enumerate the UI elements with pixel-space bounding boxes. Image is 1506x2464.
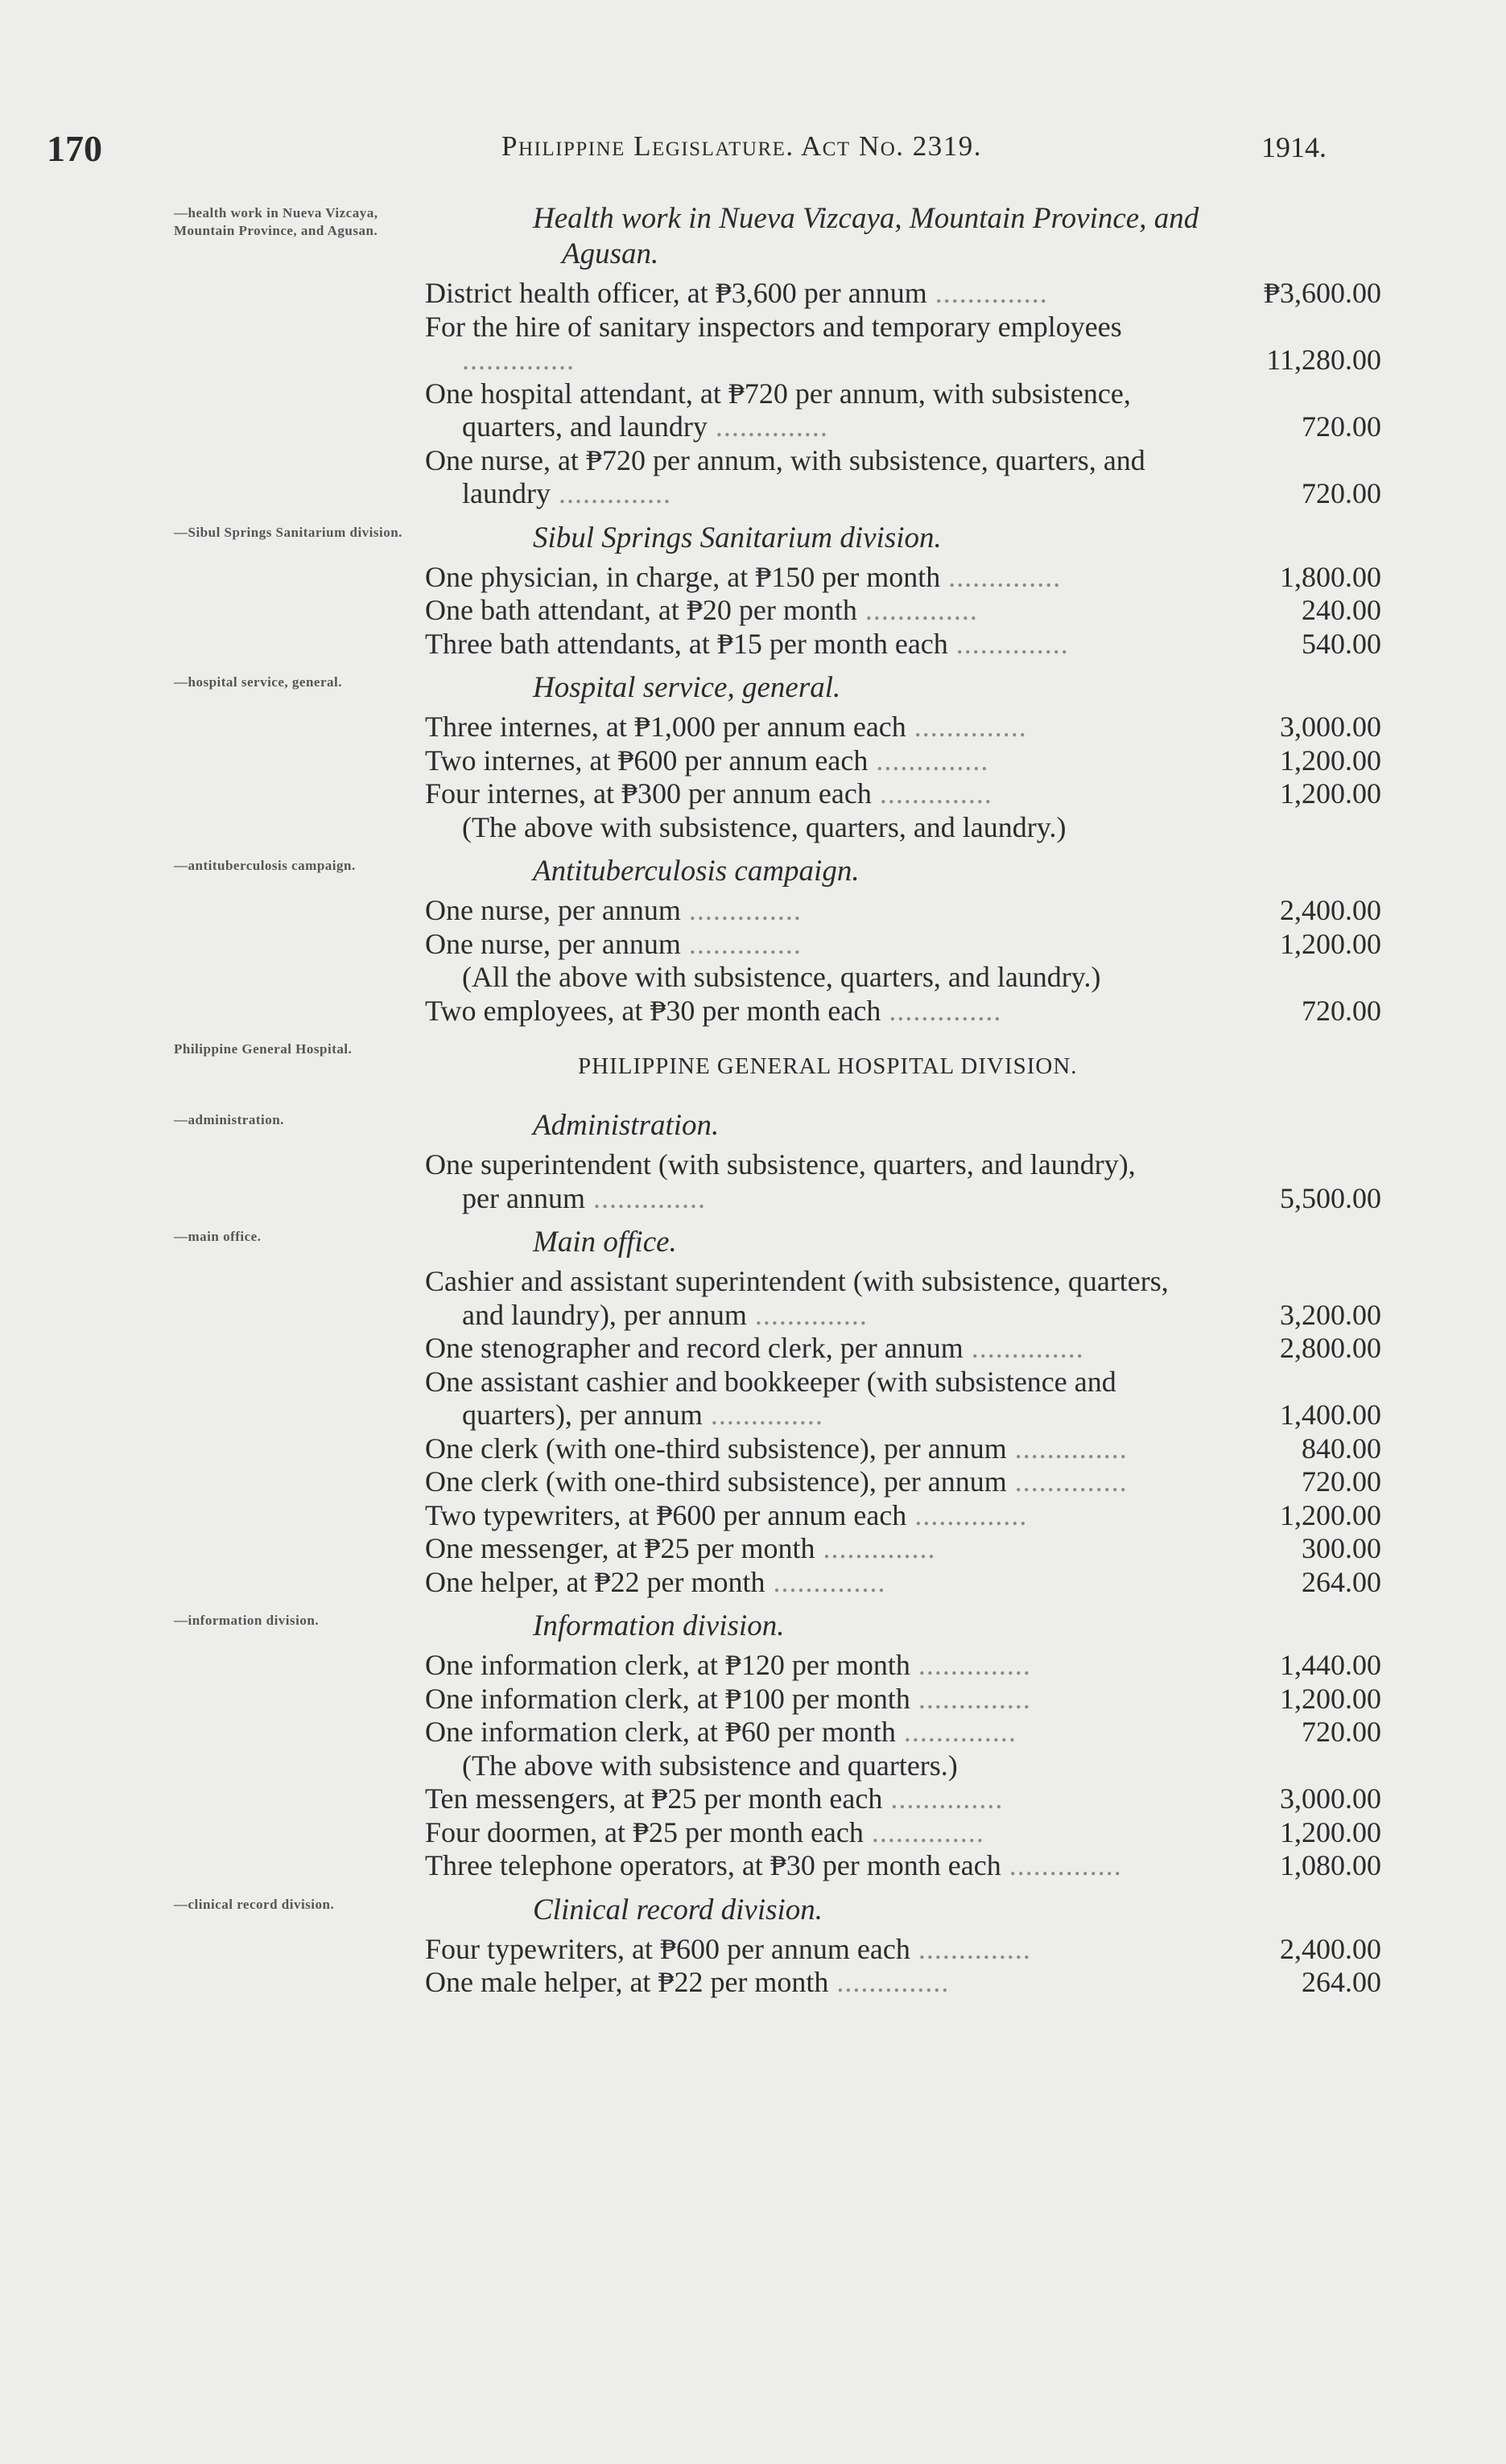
item-amount: 3,000.00 <box>1280 1782 1381 1815</box>
item-description <box>425 1532 1178 1566</box>
margin-note: —clinical record division. <box>174 1896 335 1912</box>
leader-dots: .............. <box>550 477 671 509</box>
line-item <box>174 1782 1381 1816</box>
item-description <box>425 1683 1178 1716</box>
parenthetical-note: (The above with subsistence, quarters, and laundry.) <box>462 810 1067 843</box>
item-text: Two typewriters, at ₱600 per annum each <box>425 1498 907 1531</box>
budget-section <box>174 1037 1381 1108</box>
item-text: Two employees, at ₱30 per month each <box>425 994 881 1027</box>
margin-note: —Sibul Springs Sanitarium division. <box>174 524 402 540</box>
leader-dots: .............. <box>926 277 1048 309</box>
line-item <box>174 1499 1381 1533</box>
item-amount: 1,440.00 <box>1280 1649 1381 1681</box>
item-amount: 3,200.00 <box>1280 1298 1381 1331</box>
line-item <box>174 1966 1381 2000</box>
leader-dots: .............. <box>584 1181 706 1214</box>
line-item <box>174 1849 1381 1883</box>
item-amount: 264.00 <box>1302 1966 1381 1998</box>
item-description <box>425 995 1178 1028</box>
item-description <box>425 1966 1178 2000</box>
section-heading: Information division. <box>533 1609 785 1642</box>
item-description <box>425 1716 1178 1749</box>
line-item <box>174 1933 1381 1967</box>
item-text: One assistant cashier and bookkeeper (with subsistence and quarters), per annum <box>425 1365 1116 1431</box>
section-heading: Sibul Springs Sanitarium division. <box>533 521 942 554</box>
budget-section <box>174 1609 1381 1893</box>
line-item <box>174 894 1381 928</box>
page-number: 170 <box>47 128 102 169</box>
item-description <box>425 277 1178 311</box>
budget-section <box>174 1893 1381 2009</box>
budget-section <box>174 1225 1381 1609</box>
item-text: One physician, in charge, at ₱150 per month <box>425 560 941 593</box>
item-amount: 1,400.00 <box>1280 1399 1381 1431</box>
section-heading: Health work in Nueva Vizcaya, Mountain Province, and Agusan. <box>533 202 1199 270</box>
running-header <box>47 127 1327 175</box>
item-text: District health officer, at ₱3,600 per annum <box>425 277 927 309</box>
item-amount: 2,400.00 <box>1280 894 1381 926</box>
margin-note: —hospital service, general. <box>174 674 342 690</box>
item-amount: 2,800.00 <box>1280 1332 1381 1364</box>
leader-dots: .............. <box>868 744 989 777</box>
item-description <box>425 1148 1178 1215</box>
spacer <box>174 661 1381 670</box>
item-amount: 720.00 <box>1302 1465 1381 1498</box>
line-item <box>174 1265 1381 1332</box>
item-text: For the hire of sanitary inspectors and temporary employees <box>425 310 1122 343</box>
item-description <box>425 1782 1178 1816</box>
year: 1914. <box>1261 131 1327 163</box>
item-amount: 1,200.00 <box>1280 744 1381 777</box>
leader-dots: .............. <box>746 1298 868 1331</box>
parenthetical-note: (The above with subsistence and quarters.) <box>462 1749 958 1782</box>
item-text: One superintendent (with subsistence, quarters, and laundry), per annum <box>425 1148 1136 1214</box>
line-item <box>174 594 1381 628</box>
item-text: Three internes, at ₱1,000 per annum each <box>425 711 906 743</box>
item-amount: 1,200.00 <box>1280 927 1381 960</box>
leader-dots: .............. <box>702 1399 823 1431</box>
leader-dots: .............. <box>895 1716 1017 1748</box>
item-amount: 240.00 <box>1302 594 1381 626</box>
item-amount: 840.00 <box>1302 1432 1381 1465</box>
item-text: One nurse, per annum <box>425 927 681 960</box>
item-description <box>425 777 1178 811</box>
line-item <box>174 1366 1381 1432</box>
line-item <box>174 1465 1381 1499</box>
spacer <box>174 511 1381 521</box>
item-amount: 11,280.00 <box>1266 344 1381 376</box>
item-text: Cashier and assistant superintendent (with subsistence, quarters, and laundry), per annum <box>425 1265 1169 1331</box>
item-amount: 1,200.00 <box>1280 1815 1381 1848</box>
item-amount: 1,080.00 <box>1280 1849 1381 1881</box>
item-description <box>425 594 1178 628</box>
item-amount: 3,000.00 <box>1280 711 1381 743</box>
item-text: One male helper, at ₱22 per month <box>425 1966 829 1998</box>
item-amount: 1,800.00 <box>1280 560 1381 593</box>
item-description <box>425 894 1178 928</box>
leader-dots: .............. <box>871 777 992 810</box>
running-title: Philippine Legislature. Act No. 2319. <box>501 130 983 162</box>
item-amount: 2,400.00 <box>1280 1932 1381 1965</box>
margin-note: —antituberculosis campaign. <box>174 858 356 873</box>
item-description <box>425 1499 1178 1533</box>
item-description <box>425 744 1178 778</box>
item-text: One nurse, at ₱720 per annum, with subsistence, quarters, and laundry <box>425 443 1145 509</box>
budget-section <box>174 670 1381 854</box>
leader-dots: .............. <box>680 927 802 960</box>
item-description <box>425 377 1178 444</box>
spacer <box>174 1028 1381 1037</box>
item-text: Ten messengers, at ₱25 per month each <box>425 1782 883 1815</box>
leader-dots: .............. <box>906 1498 1028 1531</box>
item-description <box>425 1816 1178 1850</box>
item-text: One stenographer and record clerk, per annum <box>425 1332 963 1364</box>
budget-section <box>174 1108 1381 1225</box>
leader-dots: .............. <box>963 1332 1084 1364</box>
item-amount: 300.00 <box>1302 1532 1381 1564</box>
section-heading: Clinical record division. <box>533 1893 823 1926</box>
budget-section <box>174 521 1381 671</box>
item-amount: 720.00 <box>1302 410 1381 443</box>
section-heading: Hospital service, general. <box>533 671 841 704</box>
item-description <box>425 561 1178 595</box>
item-amount: 1,200.00 <box>1280 777 1381 810</box>
leader-dots: .............. <box>947 627 1069 660</box>
item-text: One messenger, at ₱25 per month <box>425 1532 815 1564</box>
leader-dots: .............. <box>910 1932 1031 1965</box>
line-item <box>174 744 1381 778</box>
leader-dots: .............. <box>910 1682 1031 1715</box>
leader-dots: .............. <box>940 560 1062 593</box>
line-item <box>174 444 1381 511</box>
leader-dots: .............. <box>910 1649 1031 1681</box>
item-description <box>425 1849 1178 1883</box>
item-amount: 540.00 <box>1302 627 1381 660</box>
item-text: Two internes, at ₱600 per annum each <box>425 744 869 777</box>
line-item <box>174 995 1381 1028</box>
item-text: One information clerk, at ₱120 per month <box>425 1649 910 1681</box>
leader-dots: .............. <box>1006 1432 1128 1465</box>
spacer <box>174 1599 1381 1609</box>
item-text: Four internes, at ₱300 per annum each <box>425 777 872 810</box>
leader-dots: .............. <box>856 594 978 626</box>
section-heading: Antituberculosis campaign. <box>533 855 860 888</box>
item-description <box>425 628 1178 661</box>
line-item <box>174 711 1381 744</box>
item-description <box>425 1366 1178 1432</box>
line-item <box>174 1148 1381 1215</box>
division-heading: PHILIPPINE GENERAL HOSPITAL DIVISION. <box>578 1053 1078 1079</box>
appropriation-list <box>174 201 1381 2009</box>
item-text: One information clerk, at ₱100 per month <box>425 1682 910 1715</box>
item-text: Three telephone operators, at ₱30 per month each <box>425 1849 1001 1881</box>
budget-section <box>174 854 1381 1037</box>
line-item <box>174 561 1381 595</box>
item-description <box>425 928 1178 962</box>
line-item <box>174 628 1381 661</box>
spacer <box>174 844 1381 854</box>
item-text: One clerk (with one-third subsistence), per annum <box>425 1465 1007 1498</box>
leader-dots: .............. <box>863 1815 984 1848</box>
leader-dots: .............. <box>1006 1465 1128 1498</box>
leader-dots: .............. <box>462 344 575 376</box>
item-text: Four typewriters, at ₱600 per annum each <box>425 1932 910 1965</box>
line-item <box>174 1532 1381 1566</box>
item-description <box>425 1465 1178 1499</box>
leader-dots: .............. <box>815 1532 936 1564</box>
item-text: One bath attendant, at ₱20 per month <box>425 594 857 626</box>
leader-dots: .............. <box>707 410 828 443</box>
parenthetical-note: (All the above with subsistence, quarters, and laundry.) <box>462 961 1101 993</box>
line-item <box>174 1566 1381 1600</box>
line-item <box>174 311 1381 377</box>
item-description <box>425 444 1178 511</box>
spacer <box>174 1883 1381 1893</box>
item-text: One nurse, per annum <box>425 894 681 926</box>
spacer <box>174 2000 1381 2009</box>
item-description <box>425 1566 1178 1600</box>
item-amount: 1,200.00 <box>1280 1498 1381 1531</box>
line-item <box>174 277 1381 311</box>
leader-dots: .............. <box>906 711 1027 743</box>
leader-dots: .............. <box>882 1782 1004 1815</box>
item-description <box>425 1332 1178 1366</box>
line-item <box>174 928 1381 962</box>
spacer <box>174 1215 1381 1225</box>
line-item <box>174 1649 1381 1683</box>
item-amount: 264.00 <box>1302 1565 1381 1598</box>
item-text: Four doormen, at ₱25 per month each <box>425 1815 864 1848</box>
item-description <box>425 1933 1178 1967</box>
item-description <box>425 1649 1178 1683</box>
section-heading: Main office. <box>533 1226 677 1259</box>
leader-dots: .............. <box>680 894 802 926</box>
leader-dots: .............. <box>1001 1849 1122 1881</box>
line-item <box>174 1332 1381 1366</box>
item-description <box>425 311 1178 377</box>
leader-dots: .............. <box>828 1966 950 1998</box>
item-description <box>425 711 1178 744</box>
item-amount: 720.00 <box>1302 477 1381 509</box>
item-amount: 1,200.00 <box>1280 1682 1381 1715</box>
line-item <box>174 1683 1381 1716</box>
line-item <box>174 1816 1381 1850</box>
margin-note: —information division. <box>174 1613 320 1628</box>
item-text: One hospital attendant, at ₱720 per annum, with subsistence, quarters, and laundry <box>425 377 1131 443</box>
leader-dots: .............. <box>765 1565 886 1598</box>
item-amount: ₱3,600.00 <box>1263 277 1381 309</box>
margin-note: Philippine General Hospital. <box>174 1041 353 1057</box>
leader-dots: .............. <box>881 994 1002 1027</box>
item-amount: 720.00 <box>1302 994 1381 1027</box>
item-text: One clerk (with one-third subsistence), per annum <box>425 1432 1007 1465</box>
item-amount: 720.00 <box>1302 1716 1381 1748</box>
line-item <box>174 1716 1381 1749</box>
margin-note: —main office. <box>174 1229 262 1244</box>
margin-note: —administration. <box>174 1112 284 1127</box>
item-text: Three bath attendants, at ₱15 per month each <box>425 627 948 660</box>
line-item <box>174 777 1381 811</box>
line-item <box>174 377 1381 444</box>
margin-note: —health work in Nueva Vizcaya, Mountain Province, and Agusan. <box>174 205 378 238</box>
line-item <box>174 1432 1381 1466</box>
section-heading: Administration. <box>533 1109 720 1142</box>
item-text: One information clerk, at ₱60 per month <box>425 1716 896 1748</box>
item-text: One helper, at ₱22 per month <box>425 1565 765 1598</box>
item-amount: 5,500.00 <box>1280 1181 1381 1214</box>
budget-section <box>174 201 1381 521</box>
item-description <box>425 1265 1178 1332</box>
spacer <box>174 1098 1381 1108</box>
item-description <box>425 1432 1178 1466</box>
